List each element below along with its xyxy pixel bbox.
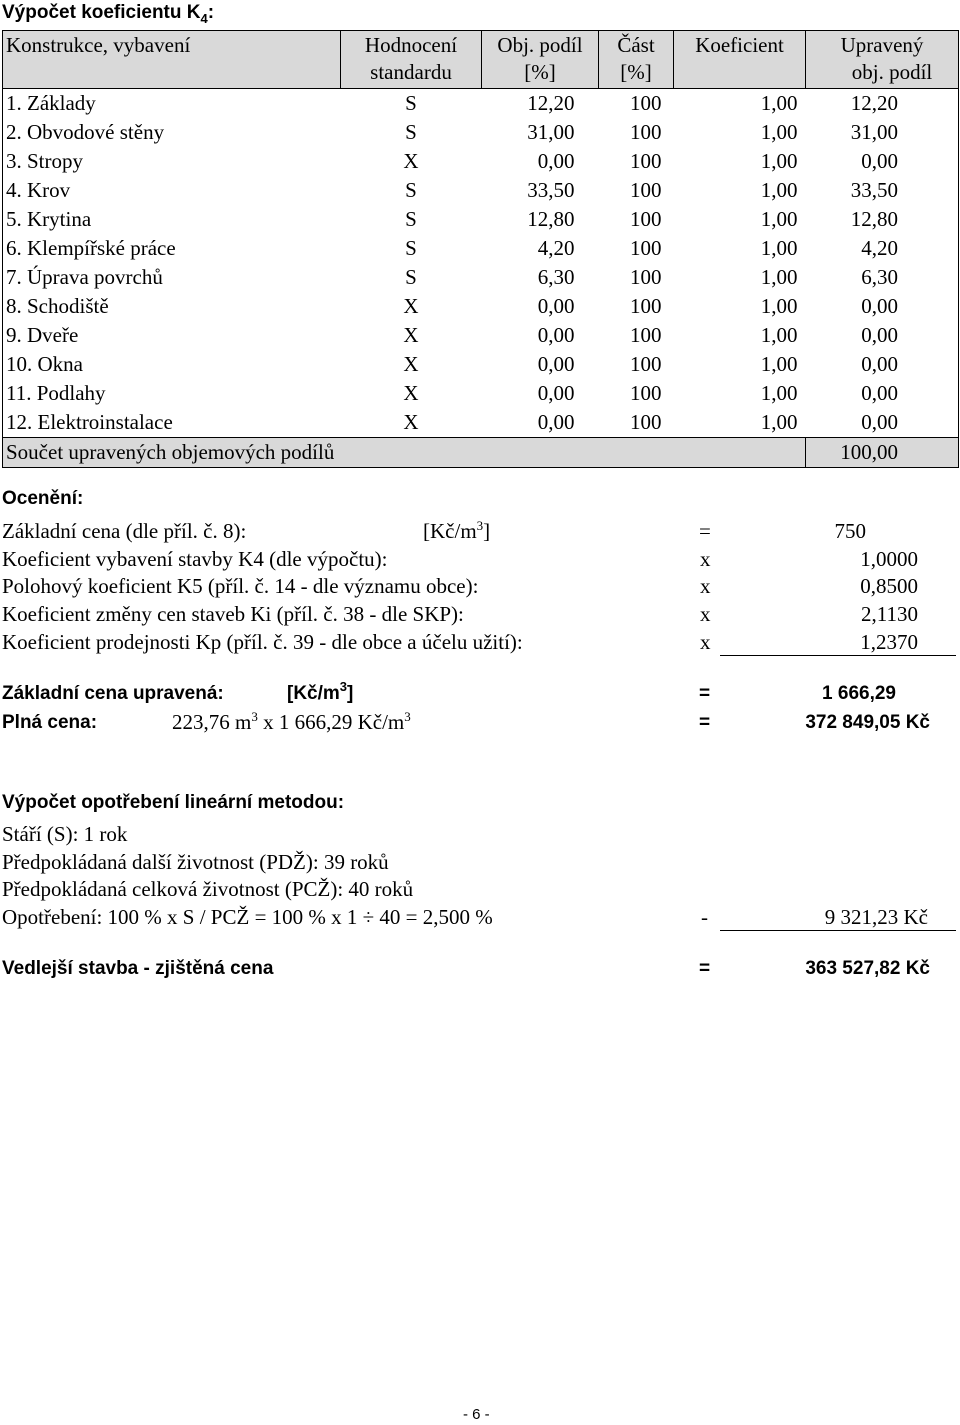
wear-value: 9 321,23 Kč	[720, 905, 956, 931]
table-row	[3, 205, 959, 234]
row-part: 100	[630, 265, 662, 289]
ki-operator: x	[700, 602, 711, 626]
k4-operator: x	[700, 547, 711, 571]
row-name: 8. Schodiště	[3, 292, 341, 321]
row-rating: S	[405, 265, 417, 289]
row-share: 0,00	[537, 294, 575, 318]
table-row	[3, 234, 959, 263]
kp-value: 1,2370	[720, 630, 956, 656]
row-part: 100	[630, 120, 662, 144]
row-share: 0,00	[537, 149, 575, 173]
row-share: 0,00	[537, 410, 575, 434]
row-share: 33,50	[527, 178, 575, 202]
row-share: 31,00	[527, 120, 575, 144]
row-name: 7. Úprava povrchů	[3, 263, 341, 292]
coefficient-table	[2, 30, 959, 468]
row-name: 5. Krytina	[3, 205, 341, 234]
row-share: 12,80	[527, 207, 575, 231]
row-part: 100	[630, 236, 662, 260]
row-name: 9. Dveře	[3, 321, 341, 350]
page-title: Výpočet koeficientu $K_4$:	[2, 2, 215, 26]
row-share: 4,20	[537, 236, 575, 260]
row-rating: X	[403, 352, 419, 376]
table-row	[3, 321, 959, 350]
row-share: 0,00	[537, 381, 575, 405]
age-line: Stáří (S): 1 rok	[2, 822, 128, 846]
result-label: Vedlejší stavba - zjištěná cena	[2, 958, 274, 979]
full-price-value: 372 849,05 Kč	[805, 712, 930, 733]
table-row	[3, 263, 959, 292]
row-adjusted: 31,00	[806, 118, 959, 147]
header-part: Část [%]	[599, 31, 674, 89]
sum-label: Součet upravených objemových podílů	[3, 438, 806, 468]
row-coefficient: 1,00	[760, 120, 798, 144]
row-name: 10. Okna	[3, 350, 341, 379]
row-part: 100	[630, 149, 662, 173]
depreciation-heading: Výpočet opotřebení lineární metodou:	[2, 792, 345, 813]
row-name: 2. Obvodové stěny	[3, 118, 341, 147]
row-share: 0,00	[537, 352, 575, 376]
row-coefficient: 1,00	[760, 207, 798, 231]
row-name: 6. Klempířské práce	[3, 234, 341, 263]
full-price-label: Plná cena:	[2, 712, 98, 733]
row-name: 12. Elektroinstalace	[3, 408, 341, 438]
table-row	[3, 176, 959, 205]
row-coefficient: 1,00	[760, 265, 798, 289]
row-coefficient: 1,00	[760, 323, 798, 347]
k5-value: 0,8500	[860, 574, 918, 598]
row-coefficient: 1,00	[760, 236, 798, 260]
row-coefficient: 1,00	[760, 91, 798, 115]
kp-operator: x	[700, 630, 711, 654]
row-rating: X	[403, 381, 419, 405]
row-coefficient: 1,00	[760, 381, 798, 405]
row-coefficient: 1,00	[760, 352, 798, 376]
table-row	[3, 292, 959, 321]
row-share: 12,20	[527, 91, 575, 115]
table-row	[3, 350, 959, 379]
row-name: 4. Krov	[3, 176, 341, 205]
row-rating: X	[403, 410, 419, 434]
base-price-unit: $[Kč/m^3]$	[423, 518, 491, 543]
wear-label: Opotřebení: 100 % x S / PCŽ = 100 % x 1 ÷ 40 = 2,500 %	[2, 905, 493, 929]
row-part: 100	[630, 178, 662, 202]
ki-value: 2,1130	[861, 602, 918, 626]
row-share: 0,00	[537, 323, 575, 347]
row-adjusted: 0,00	[806, 292, 959, 321]
page-number: - 6 -	[463, 1406, 490, 1423]
header-adjusted: Upravený obj. podíl	[806, 31, 959, 89]
row-coefficient: 1,00	[760, 294, 798, 318]
row-rating: X	[403, 323, 419, 347]
table-row	[3, 379, 959, 408]
adjusted-price-label: Základní cena upravená:	[2, 683, 224, 704]
k4-value: 1,0000	[860, 547, 918, 571]
row-part: 100	[630, 91, 662, 115]
row-name: 11. Podlahy	[3, 379, 341, 408]
base-price-value: 750	[834, 519, 866, 543]
row-rating: S	[405, 91, 417, 115]
table-row	[3, 89, 959, 119]
result-operator: =	[699, 958, 711, 979]
table-header-row	[3, 31, 959, 89]
header-rating: Hodnocení standardu	[341, 31, 482, 89]
row-rating: S	[405, 207, 417, 231]
row-adjusted: 6,30	[806, 263, 959, 292]
full-price-calculation: 223,76 $m^3$ x 1 666,29 $Kč/m^3$	[172, 709, 411, 734]
total-life-line: Předpokládaná celková životnost (PCŽ): 40 roků	[2, 877, 414, 901]
adjusted-price-operator: =	[699, 683, 711, 704]
row-name: 3. Stropy	[3, 147, 341, 176]
row-rating: S	[405, 236, 417, 260]
adjusted-price-value: 1 666,29	[822, 683, 896, 704]
row-part: 100	[630, 207, 662, 231]
header-coefficient: Koeficient	[674, 31, 806, 89]
row-coefficient: 1,00	[760, 178, 798, 202]
row-adjusted: 12,20	[806, 89, 959, 119]
row-part: 100	[630, 323, 662, 347]
valuation-heading: Ocenění:	[2, 488, 84, 509]
remaining-life-line: Předpokládaná další životnost (PDŽ): 39 roků	[2, 850, 389, 874]
header-name: Konstrukce, vybavení	[3, 31, 341, 89]
base-price-operator: =	[699, 519, 711, 543]
ki-label: Koeficient změny cen staveb Ki (příl. č. 38 - dle SKP):	[2, 602, 464, 626]
row-part: 100	[630, 294, 662, 318]
row-adjusted: 0,00	[806, 321, 959, 350]
adjusted-price-unit: $[Kč/m^3]$	[287, 679, 354, 704]
row-coefficient: 1,00	[760, 149, 798, 173]
base-price-label: Základní cena (dle příl. č. 8):	[2, 519, 247, 543]
row-rating: X	[403, 149, 419, 173]
row-adjusted: 33,50	[806, 176, 959, 205]
k5-operator: x	[700, 574, 711, 598]
row-part: 100	[630, 352, 662, 376]
sum-value: 100,00	[806, 438, 959, 468]
row-rating: X	[403, 294, 419, 318]
table-row	[3, 118, 959, 147]
row-part: 100	[630, 410, 662, 434]
row-rating: S	[405, 120, 417, 144]
row-adjusted: 0,00	[806, 350, 959, 379]
kp-label: Koeficient prodejnosti Kp (příl. č. 39 - dle obce a účelu užití):	[2, 630, 523, 654]
table-row	[3, 147, 959, 176]
table-row	[3, 408, 959, 438]
k5-label: Polohový koeficient K5 (příl. č. 14 - dle významu obce):	[2, 574, 479, 598]
row-adjusted: 0,00	[806, 147, 959, 176]
full-price-operator: =	[699, 712, 711, 733]
row-rating: S	[405, 178, 417, 202]
row-adjusted: 4,20	[806, 234, 959, 263]
row-coefficient: 1,00	[760, 410, 798, 434]
row-part: 100	[630, 381, 662, 405]
row-name: 1. Základy	[3, 89, 341, 119]
header-share: Obj. podíl [%]	[482, 31, 599, 89]
result-value: 363 527,82 Kč	[805, 958, 930, 979]
wear-operator: -	[701, 905, 708, 929]
row-adjusted: 0,00	[806, 379, 959, 408]
row-adjusted: 0,00	[806, 408, 959, 438]
row-share: 6,30	[537, 265, 575, 289]
table-sum-row	[3, 438, 959, 468]
k4-label: Koeficient vybavení stavby K4 (dle výpočtu):	[2, 547, 388, 571]
row-adjusted: 12,80	[806, 205, 959, 234]
